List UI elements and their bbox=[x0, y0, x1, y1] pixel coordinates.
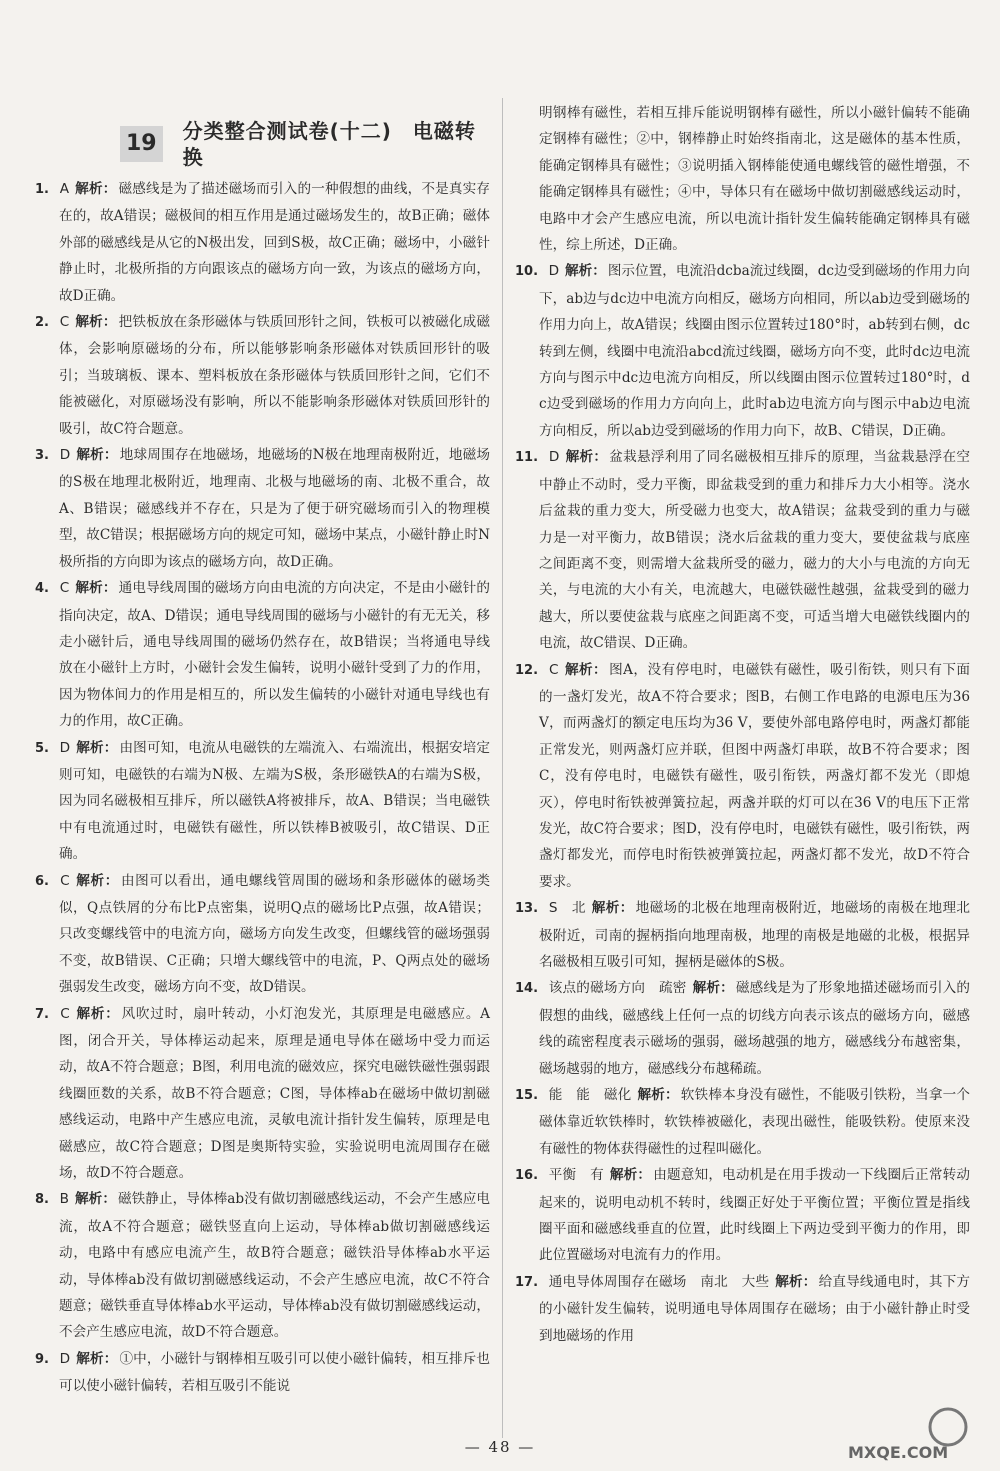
left-answers bbox=[35, 176, 490, 1400]
item-number: 12. bbox=[515, 662, 544, 678]
item-answer: D bbox=[59, 739, 71, 756]
chapter-number: 19 bbox=[120, 126, 163, 162]
item-answer: D bbox=[548, 263, 560, 280]
answer-item bbox=[515, 258, 970, 444]
item-answer: D bbox=[59, 1350, 71, 1367]
watermark-logo bbox=[840, 1403, 980, 1463]
item-number: 17. bbox=[515, 1274, 543, 1290]
item-answer: 能 能 磁化 bbox=[548, 1087, 632, 1104]
analysis-label: 解析： bbox=[775, 1273, 817, 1290]
answer-item bbox=[35, 1346, 490, 1400]
item-number: 9. bbox=[35, 1351, 54, 1367]
analysis-label: 解析： bbox=[75, 872, 119, 889]
answer-item bbox=[515, 1162, 970, 1269]
item-text: 给直导线通电时，其下方的小磁针发生偏转，说明通电导体周围存在磁场；由于小磁针静止时受到地磁场的作用 bbox=[539, 1273, 970, 1344]
answer-item bbox=[35, 1001, 490, 1187]
item-text: 地磁场的北极在地理南极附近，地磁场的南极在地理北极附近，司南的握柄指向地理南极，地理的南极是地磁的北极，根据异名磁极相互吸引可知，握柄是磁体的S极。 bbox=[539, 900, 970, 970]
item-text: 明钢棒有磁性，若相互排斥能说明钢棒有磁性，所以小磁针偏转不能确定钢棒有磁性；②中，钢棒静止时始终指南北，这是磁体的基本性质，能确定钢棒具有磁性；③说明插入钢棒能使通电螺线管的磁性增强，不能确定钢棒具有磁性；④中，导体只有在磁场中做切割磁感线运动时，电路中才会产生感应电流，所以电流计指针发生偏转能确定钢棒具有磁性，综上所述，D正确。 bbox=[539, 105, 970, 254]
item-text: 软铁棒本身没有磁性，不能吸引铁粉，当拿一个磁体靠近软铁棒时，软铁棒被磁化，表现出磁性，能吸铁粉。使原来没有磁性的物体获得磁性的过程叫磁化。 bbox=[539, 1087, 970, 1157]
analysis-label: 解析： bbox=[692, 980, 734, 997]
chapter-title: 分类整合测试卷(十二) 电磁转换 bbox=[182, 118, 476, 169]
item-answer: C bbox=[549, 661, 559, 678]
analysis-label: 解析： bbox=[637, 1087, 679, 1104]
analysis-label: 解析： bbox=[74, 1191, 116, 1208]
item-answer: 平衡 有 bbox=[548, 1167, 604, 1184]
item-number: 16. bbox=[515, 1168, 543, 1184]
item-text: 由图可知，电流从电磁铁的左端流入、右端流出，根据安培定则可知，电磁铁的右端为N极、左端为S极，条形磁铁A的右端为S极，因为同名磁极相互排斥，所以磁铁A将被排斥，故A、B错误；当电磁铁中有电流通过时，电磁铁有磁性，所以铁棒B被吸引，故C错误、D正确。 bbox=[59, 739, 491, 863]
item-number: 6. bbox=[35, 873, 55, 889]
left-column bbox=[35, 100, 490, 1400]
item-answer: D bbox=[59, 447, 71, 464]
item-answer: D bbox=[548, 449, 560, 466]
answer-item bbox=[35, 575, 490, 734]
item-number: 15. bbox=[515, 1088, 543, 1104]
item-number: 13. bbox=[515, 901, 543, 917]
answer-item bbox=[515, 975, 970, 1082]
item-text: 磁铁静止，导体棒ab没有做切割磁感线运动，不会产生感应电流，故A不符合题意；磁铁竖直向上运动，导体棒ab做切割磁感线运动，电路中有感应电流产生，故B符合题意；磁铁沿导体棒ab水平运动，导体棒ab没有做切割磁感线运动，不会产生感应电流，故C不符合题意；磁铁垂直导体棒ab水平运动，导体棒ab没有做切割磁感线运动，不会产生感应电流，故D不符合题意。 bbox=[59, 1191, 491, 1341]
item-answer: 该点的磁场方向 疏密 bbox=[548, 980, 687, 997]
item-text: 图示位置，电流沿dcba流过线圈，dc边受到磁场的作用力向下，ab边与dc边中电流方向相反，磁场方向相同，所以ab边受到磁场的作用力向上，故A错误；线圈由图示位置转过180°时，ab转到右侧，dc转到左侧，线圈中电流沿abcd流过线圈，磁场方向不变，此时dc边电流方向与图示中dc边电流方向相反，所以线圈由图示位置转过180°时，dc边受到磁场的作用力方向向上，此时ab边电流方向与图示中ab边电流方向相反，所以ab边受到磁场的作用力向下，故B、C错误，D正确。 bbox=[539, 263, 970, 439]
analysis-label: 解析： bbox=[565, 263, 606, 280]
item-answer: C bbox=[60, 1005, 70, 1022]
item-text: 盆栽悬浮利用了同名磁极相互排斥的原理，当盆栽悬浮在空中静止不动时，受力平衡，即盆栽受到的重力和排斥力大小相等。浇水后盆栽的重力变大，所受磁力也变大，故A错误；盆栽受到的重力与磁力是一对平衡力，故B错误；浇水后盆栽的重力变大，要使盆栽与底座之间距离不变，则需增大盆栽所受的磁力，磁力的大小与电流的方向无关，与电流的大小有关，电流越大，电磁铁磁性越强，盆栽受到的磁力越大，所以要使盆栽与底座之间距离不变，可适当增大电磁铁线圈内的电流，故C错误、D正确。 bbox=[539, 449, 971, 652]
answer-item bbox=[35, 309, 490, 442]
item-answer: 通电导体周围存在磁场 南北 大些 bbox=[548, 1273, 770, 1290]
analysis-label: 解析： bbox=[75, 314, 117, 331]
chapter-header bbox=[120, 118, 490, 169]
answer-item bbox=[515, 444, 970, 656]
item-text: 由图可以看出，通电螺线管周围的磁场和条形磁体的磁场类似，Q点铁屑的分布比P点密集，说明Q点的磁场比P点强，故A错误；只改变螺线管中的电流方向，磁场方向发生改变，但螺线管的磁场强弱不变，故B错误、C正确；只增大螺线管中的电流，P、Q两点处的磁场强弱发生改变，磁场方向不变，故D错误。 bbox=[59, 872, 491, 996]
answer-item bbox=[515, 1269, 970, 1349]
item-answer: C bbox=[59, 580, 70, 597]
item-text: 把铁板放在条形磁体与铁质回形针之间，铁板可以被磁化成磁体，会影响原磁场的分布，所以能够影响条形磁体对铁质回形针的吸引；当玻璃板、课本、塑料板放在条形磁体与铁质回形针之间，它们不能被磁化，对原磁场没有影响，所以不能影响条形磁体对铁质回形针的吸引，故C符合题意。 bbox=[59, 314, 491, 437]
item-text: 地球周围存在地磁场，地磁场的N极在地理南极附近，地磁场的S极在地理北极附近，地理南、北极与地磁场的南、北极不重合，故A、B错误；磁感线并不存在，只是为了便于研究磁场而引入的物理模型，故C错误；根据磁场方向的规定可知，磁场中某点，小磁针静止时N极所指的方向即为该点的磁场方向，故D正确。 bbox=[59, 447, 490, 570]
analysis-label: 解析： bbox=[76, 1350, 118, 1367]
item-number: 1. bbox=[35, 182, 54, 197]
right-answers bbox=[515, 100, 970, 1349]
analysis-label: 解析： bbox=[76, 739, 118, 756]
item-text: ①中，小磁针与钢棒相互吸引可以使小磁针偏转，相互排斥也可以使小磁针偏转，若相互吸引不能说 bbox=[59, 1350, 491, 1395]
item-number: 8. bbox=[35, 1192, 54, 1208]
item-number: 7. bbox=[35, 1006, 55, 1022]
item-text: 通电导线周围的磁场方向由电流的方向决定，不是由小磁针的指向决定，故A、D错误；通电导线周围的磁场与小磁针的有无无关，移走小磁针后，通电导线周围的磁场仍然存在，故B错误；当将通电导线放在小磁针上方时，小磁针会发生偏转，说明小磁针受到了力的作用，因为物体间力的作用是相互的，所以发生偏转的小磁针对通电导线也有力的作用，故C正确。 bbox=[59, 580, 491, 730]
analysis-label: 解析： bbox=[76, 447, 118, 464]
item-text: 图A，没有停电时，电磁铁有磁性，吸引衔铁，则只有下面的一盏灯发光，故A不符合要求；图B，右侧工作电路的电源电压为36 V，而两盏灯的额定电压均为36 V，要使外部电路停电时，两盏灯都能正常发光，则两盏灯应并联，但图中两盏灯串联，故B不符合要求；图C，没有停电时，电磁铁有磁性，吸引衔铁，两盏灯都不发光（即熄灭），停电时衔铁被弹簧拉起，两盏并联的灯可以在36 V的电压下正常发光，故C符合要求；图D，没有停电时，电磁铁有磁性，吸引衔铁，两盏灯都发光，而停电时衔铁被弹簧拉起，两盏灯都不发光，故D不符合要求。 bbox=[539, 661, 971, 890]
answer-item bbox=[35, 442, 490, 575]
item-number: 5. bbox=[35, 740, 54, 756]
watermark-text: MXQE.COM bbox=[848, 1443, 949, 1462]
answer-item bbox=[35, 1186, 490, 1345]
right-column bbox=[515, 100, 970, 1349]
item-text: 风吹过时，扇叶转动，小灯泡发光，其原理是电磁感应。A图，闭合开关，导体棒运动起来，原理是通电导体在磁场中受力而运动，故A不符合题意；B图，利用电流的磁效应，探究电磁铁磁性强弱跟线圈匝数的关系，故B不符合题意；C图，导体棒ab在磁场中做切割磁感线运动，电路中产生感应电流，灵敏电流计指针发生偏转，原理是电磁感应，故C符合题意；D图是奥斯特实验，实验说明电流周围存在磁场，故D不符合题意。 bbox=[59, 1005, 490, 1182]
answer-item bbox=[35, 735, 490, 868]
item-number: 2. bbox=[35, 315, 54, 331]
page-number: — 48 — bbox=[464, 1438, 536, 1456]
analysis-label: 解析： bbox=[565, 449, 608, 466]
answer-item bbox=[515, 1082, 970, 1162]
item-number: 14. bbox=[515, 981, 543, 997]
column-divider bbox=[502, 98, 503, 1438]
item-text: 由题意知，电动机是在用手拨动一下线圈后正常转动起来的，说明电动机不转时，线圈正好处于平衡位置；平衡位置是指线圈平面和磁感线垂直的位置，此时线圈上下两边受到平衡力的作用，即此位置磁场对电流有力的作用。 bbox=[539, 1167, 970, 1264]
item-answer: S 北 bbox=[548, 900, 586, 917]
item-answer: C bbox=[60, 872, 70, 889]
item-text: 磁感线是为了形象地描述磁场而引入的假想的曲线，磁感线上任何一点的切线方向表示该点的磁场方向，磁感线的疏密程度表示磁场的强弱，磁场越强的地方，磁感线分布越密集，磁场越弱的地方，磁感线分布越稀疏。 bbox=[539, 980, 970, 1077]
item-number: 11. bbox=[515, 450, 543, 466]
item-answer: C bbox=[59, 314, 70, 331]
analysis-label: 解析： bbox=[75, 181, 117, 197]
answer-item bbox=[35, 868, 490, 1001]
answer-item bbox=[515, 100, 970, 258]
item-number: 10. bbox=[515, 264, 543, 280]
analysis-label: 解析： bbox=[564, 661, 608, 678]
answer-item bbox=[515, 657, 970, 896]
item-text: 磁感线是为了描述磁场而引入的一种假想的曲线，不是真实存在的，故A错误；磁极间的相互作用是通过磁场发生的，故B正确；磁体外部的磁感线是从它的N极出发，回到S极，故C正确；磁场中，小磁针静止时，北极所指的方向跟该点的磁场方向一致，为该点的磁场方向，故D正确。 bbox=[59, 181, 491, 304]
item-answer: A bbox=[59, 181, 69, 197]
analysis-label: 解析： bbox=[75, 1005, 120, 1022]
item-number: 3. bbox=[35, 448, 54, 464]
item-number: 4. bbox=[35, 581, 54, 597]
analysis-label: 解析： bbox=[591, 900, 634, 917]
item-answer: B bbox=[59, 1191, 69, 1208]
answer-item bbox=[35, 176, 490, 309]
answer-item bbox=[515, 895, 970, 975]
analysis-label: 解析： bbox=[609, 1167, 652, 1184]
analysis-label: 解析： bbox=[75, 580, 117, 597]
